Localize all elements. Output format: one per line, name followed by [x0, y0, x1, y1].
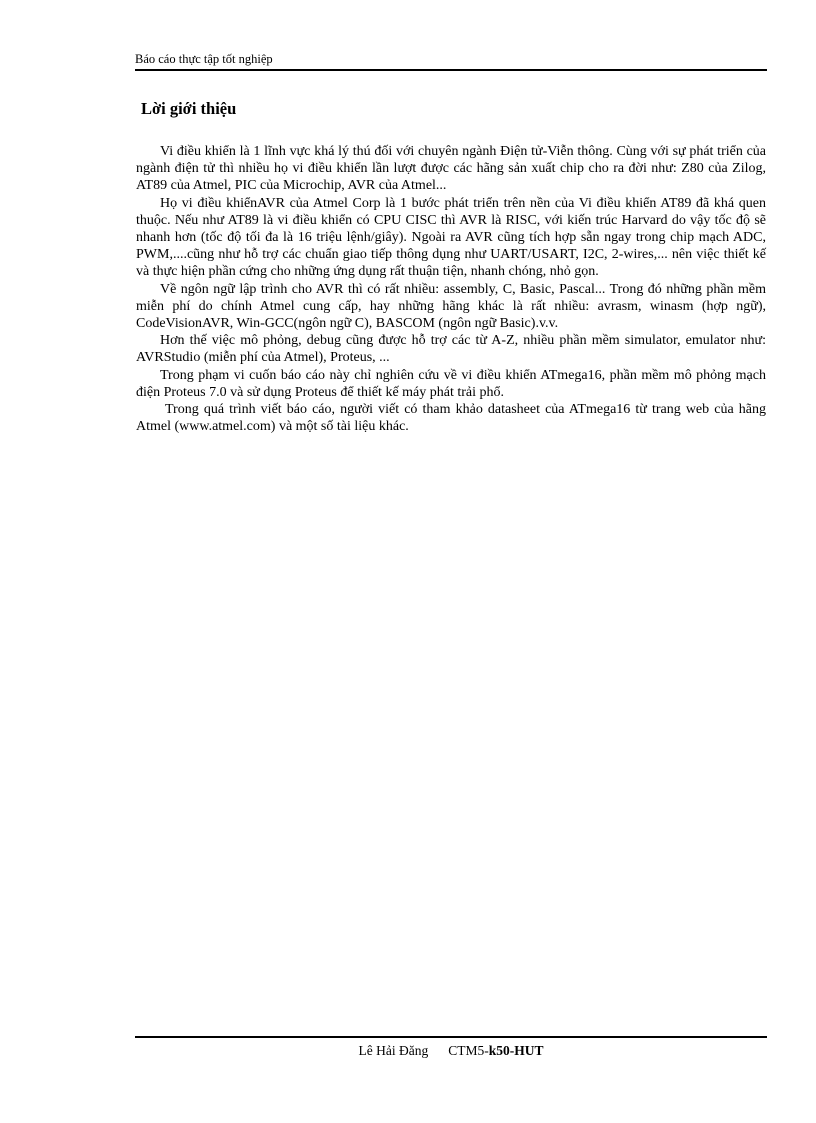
paragraph-simulation: Hơn thế việc mô phỏng, debug cũng được hỗ trợ các từ A-Z, nhiều phần mềm simulator, emulator như: AVRStudio (miễn phí của Atmel), Proteus, ...: [136, 333, 766, 366]
footer-class-suffix: k50-HUT: [488, 1043, 544, 1058]
footer-class-code: CTM5-: [448, 1043, 489, 1058]
page-title: Lời giới thiệu: [141, 99, 237, 118]
paragraph-languages: Về ngôn ngữ lập trình cho AVR thì có rất nhiều: assembly, C, Basic, Pascal... Trong đó những phần mềm miễn phí do chính Atmel cung cấp, hay những hãng khác là rất nhiều: avrasm, winasm (hợp ngữ), CodeVisionAVR, Win-GCC(ngôn ngữ C), BASCOM (ngôn ngữ Basic).v.v.: [136, 281, 766, 332]
paragraph-intro: Vi điều khiển là 1 lĩnh vực khá lý thú đối với chuyên ngành Điện tử-Viễn thông. Cùng với sự phát triển của ngành điện tử thì nhiều họ vi điều khiển lần lượt được các hãng sản xuất chip cho ra đời như: Z80 của Zilog, AT89 của Atmel, PIC của Microchip, AVR của Atmel...: [136, 144, 766, 194]
page-footer: [135, 1036, 767, 1058]
footer-text: [135, 1043, 767, 1059]
page-header: [135, 51, 767, 71]
paragraph-scope: Trong phạm vi cuốn báo cáo này chỉ nghiên cứu về vi điều khiển ATmega16, phần mềm mô phỏng mạch điện Proteus 7.0 và sử dụng Proteus để thiết kế máy phát trải phổ.: [136, 367, 766, 400]
header-text: Báo cáo thực tập tốt nghiệp: [135, 52, 273, 66]
paragraph-avr-family: Họ vi điều khiểnAVR của Atmel Corp là 1 bước phát triển trên nền của Vi điều khiển AT89 đã khá quen thuộc. Nếu như AT89 là vi điều khiển có CPU CISC thì AVR là RISC, với kiến trúc Harvard do vậy tốc độ sẽ nhanh hơn (tốc độ tối đa là 16 triệu lệnh/giây). Ngoài ra AVR cũng tích hợp sẵn ngay trong chip mạch ADC, PWM,....cũng như hỗ trợ các chuẩn giao tiếp thông dụng như UART/USART, I2C, 2-wires,... nên việc thiết kế và thực hiện phần cứng cho những ứng dụng rất thuận tiện, nhanh chóng, nhỏ gọn.: [136, 195, 766, 280]
paragraph-references: Trong quá trình viết báo cáo, người viết có tham khảo datasheet của ATmega16 từ trang web của hãng Atmel (www.atmel.com) và một số tài liệu khác.: [136, 402, 766, 435]
footer-author: Lê Hải Đăng: [358, 1043, 429, 1058]
document-body: [136, 143, 766, 435]
